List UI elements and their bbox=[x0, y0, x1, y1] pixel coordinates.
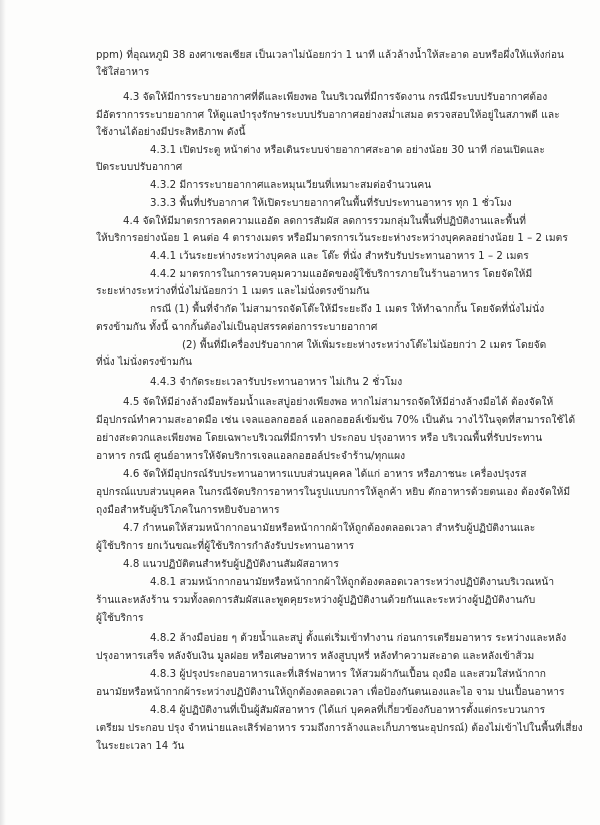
text-line: 4.6 จัดให้มีอุปกรณ์รับประทานอาหารแบบส่วนบุคคล ได้แก่ อาหาร หรือภาชนะ เครื่องปรุงรส bbox=[123, 469, 527, 480]
text-line: ร้านและหลังร้าน รวมทั้งลดการสัมผัสและพูดคุยระหว่างผู้ปฏิบัติงานด้วยกันและระหว่างผู้ปฏิบัติงานกับ bbox=[96, 595, 536, 606]
text-line: 4.3.1 เปิดประตู หน้าต่าง หรือเดินระบบจ่ายอากาศสะอาด อย่างน้อย 30 นาที ก่อนเปิดและ bbox=[150, 145, 545, 156]
text-line: ppm) ที่อุณหภูมิ 38 องศาเซลเซียส เป็นเวลาไม่น้อยกว่า 1 นาที แล้วล้างน้ำให้สะอาด อบหรือผึ่งให้แห้งก่อน bbox=[96, 50, 565, 61]
text-line: ระยะห่างระหว่างที่นั่งไม่น้อยกว่า 1 เมตร และไม่นั่งตรงข้ามกัน bbox=[96, 286, 370, 297]
text-line: ใช้ใส่อาหาร bbox=[96, 67, 150, 78]
text-line: อนามัยหรือหน้ากากผ้าระหว่างปฏิบัติงานให้ถูกต้องตลอดเวลา เพื่อป้องกันตนเองและไอ จาม ปนเปื้อนอาหาร bbox=[96, 687, 565, 698]
text-line: อาหาร กรณี ศูนย์อาหารให้จัดบริการเจลแอลกอฮอล์ประจำร้าน/ทุกแผง bbox=[96, 451, 406, 462]
text-line: ปิดระบบปรับอากาศ bbox=[96, 162, 183, 173]
page-edge-shadow bbox=[0, 0, 6, 825]
text-line: 3.3.3 พื้นที่ปรับอากาศ ให้เปิดระบายอากาศในพื้นที่รับประทานอาหาร ทุก 1 ชั่วโมง bbox=[150, 198, 512, 209]
text-line: 4.8.2 ล้างมือบ่อย ๆ ด้วยน้ำและสบู่ ตั้งแต่เริ่มเข้าทำงาน ก่อนการเตรียมอาหาร ระหว่างและหลัง bbox=[150, 633, 567, 644]
text-line: มีอัตราการระบายอากาศ ให้ดูแลบำรุงรักษาระบบปรับอากาศอย่างสม่ำเสมอ ตรวจสอบให้อยู่ในสภาพดี และ bbox=[96, 110, 560, 121]
text-line: ปรุงอาหารเสร็จ หลังจับเงิน มูลฝอย หรือเศษอาหาร หลังสูบบุหรี่ หลังทำความสะอาด และหลังเข้าส้วม bbox=[96, 651, 535, 662]
text-line: 4.5 จัดให้มีอ่างล้างมือพร้อมน้ำและสบู่อย่างเพียงพอ หากไม่สามารถจัดให้มีอ่างล้างมือได้ ต้องจัดให้ bbox=[123, 397, 554, 408]
text-line: (2) พื้นที่มีเครื่องปรับอากาศ ให้เพิ่มระยะห่างระหว่างโต๊ะไม่น้อยกว่า 2 เมตร โดยจัด bbox=[182, 340, 547, 351]
text-line: กรณี (1) พื้นที่จำกัด ไม่สามารถจัดโต๊ะให้มีระยะถึง 1 เมตร ให้ทำฉากกั้น โดยจัดที่นั่งไม่นั่ง bbox=[150, 304, 545, 315]
text-line: อุปกรณ์แบบส่วนบุคคล ในกรณีจัดบริการอาหารในรูปแบบการให้ลูกค้า หยิบ ตักอาหารด้วยตนเอง ต้องจัดให้มี bbox=[96, 487, 571, 498]
text-line: ให้บริการอย่างน้อย 1 คนต่อ 4 ตารางเมตร หรือมีมาตรการเว้นระยะห่างระหว่างบุคคลอย่างน้อย 1 – 2 เมตร bbox=[96, 233, 568, 244]
text-line: 4.3.2 มีการระบายอากาศและหมุนเวียนที่เหมาะสมต่อจำนวนคน bbox=[150, 180, 432, 191]
text-line: 4.3 จัดให้มีการระบายอากาศที่ดีและเพียงพอ ในบริเวณที่มีการจัดงาน กรณีมีระบบปรับอากาศต้อง bbox=[123, 92, 548, 103]
text-line: มีอุปกรณ์ทำความสะอาดมือ เช่น เจลแอลกอฮอล์ แอลกอฮอล์เข้มข้น 70% เป็นต้น วางไว้ในจุดที่สามารถใช้ได้ bbox=[96, 415, 576, 426]
text-line: 4.8.1 สวมหน้ากากอนามัยหรือหน้ากากผ้าให้ถูกต้องตลอดเวลาระหว่างปฏิบัติงานบริเวณหน้า bbox=[150, 577, 555, 588]
text-line: อย่างสะดวกและเพียงพอ โดยเฉพาะบริเวณที่มีการทำ ประกอบ ปรุงอาหาร หรือ บริเวณพื้นที่รับประทาน bbox=[96, 433, 543, 444]
text-line: ใช้งานได้อย่างมีประสิทธิภาพ ดังนี้ bbox=[96, 127, 246, 138]
text-line: ในระยะเวลา 14 วัน bbox=[96, 741, 185, 752]
text-line: 4.4 จัดให้มีมาตรการลดความแออัด ลดการสัมผัส ลดการรวมกลุ่มในพื้นที่ปฏิบัติงานและพื้นที่ bbox=[123, 216, 526, 227]
text-line: 4.4.2 มาตรการในการควบคุมความแออัดของผู้ใช้บริการภายในร้านอาหาร โดยจัดให้มี bbox=[150, 269, 533, 280]
text-line: ผู้ใช้บริการ ยกเว้นขณะที่ผู้ใช้บริการกำลังรับประทานอาหาร bbox=[96, 541, 355, 552]
text-line: ถุงมือสำหรับผู้บริโภคในการหยิบจับอาหาร bbox=[96, 505, 280, 516]
text-line: เตรียม ประกอบ ปรุง จำหน่ายและเสิร์ฟอาหาร รวมถึงการล้างและเก็บภาชนะอุปกรณ์) ต้องไม่เข้าไปในพื้นที่เสี่ยง bbox=[96, 723, 583, 734]
text-line: 4.8 แนวปฏิบัติตนสำหรับผู้ปฏิบัติงานสัมผัสอาหาร bbox=[123, 559, 339, 570]
text-line: 4.4.1 เว้นระยะห่างระหว่างบุคคล และ โต๊ะ ที่นั่ง สำหรับรับประทานอาหาร 1 – 2 เมตร bbox=[150, 251, 529, 262]
text-line: 4.4.3 จำกัดระยะเวลารับประทานอาหาร ไม่เกิน 2 ชั่วโมง bbox=[150, 377, 403, 388]
text-line: ตรงข้ามกัน ทั้งนี้ ฉากกั้นต้องไม่เป็นอุปสรรคต่อการระบายอากาศ bbox=[96, 322, 378, 333]
text-line: 4.7 กำหนดให้สวมหน้ากากอนามัยหรือหน้ากากผ้าให้ถูกต้องตลอดเวลา สำหรับผู้ปฏิบัติงานและ bbox=[123, 523, 536, 534]
text-line: 4.8.4 ผู้ปฏิบัติงานที่เป็นผู้สัมผัสอาหาร (ได้แก่ บุคคลที่เกี่ยวข้องกับอาหารตั้งแต่กระบวนการ bbox=[150, 705, 546, 716]
text-line: 4.8.3 ผู้ปรุงประกอบอาหารและที่เสิร์ฟอาหาร ให้สวมผ้ากันเปื้อน ถุงมือ และสวมใส่หน้ากาก bbox=[150, 669, 546, 680]
text-line: ผู้ใช้บริการ bbox=[96, 613, 144, 624]
text-line: ที่นั่ง ไม่นั่งตรงข้ามกัน bbox=[96, 357, 193, 368]
